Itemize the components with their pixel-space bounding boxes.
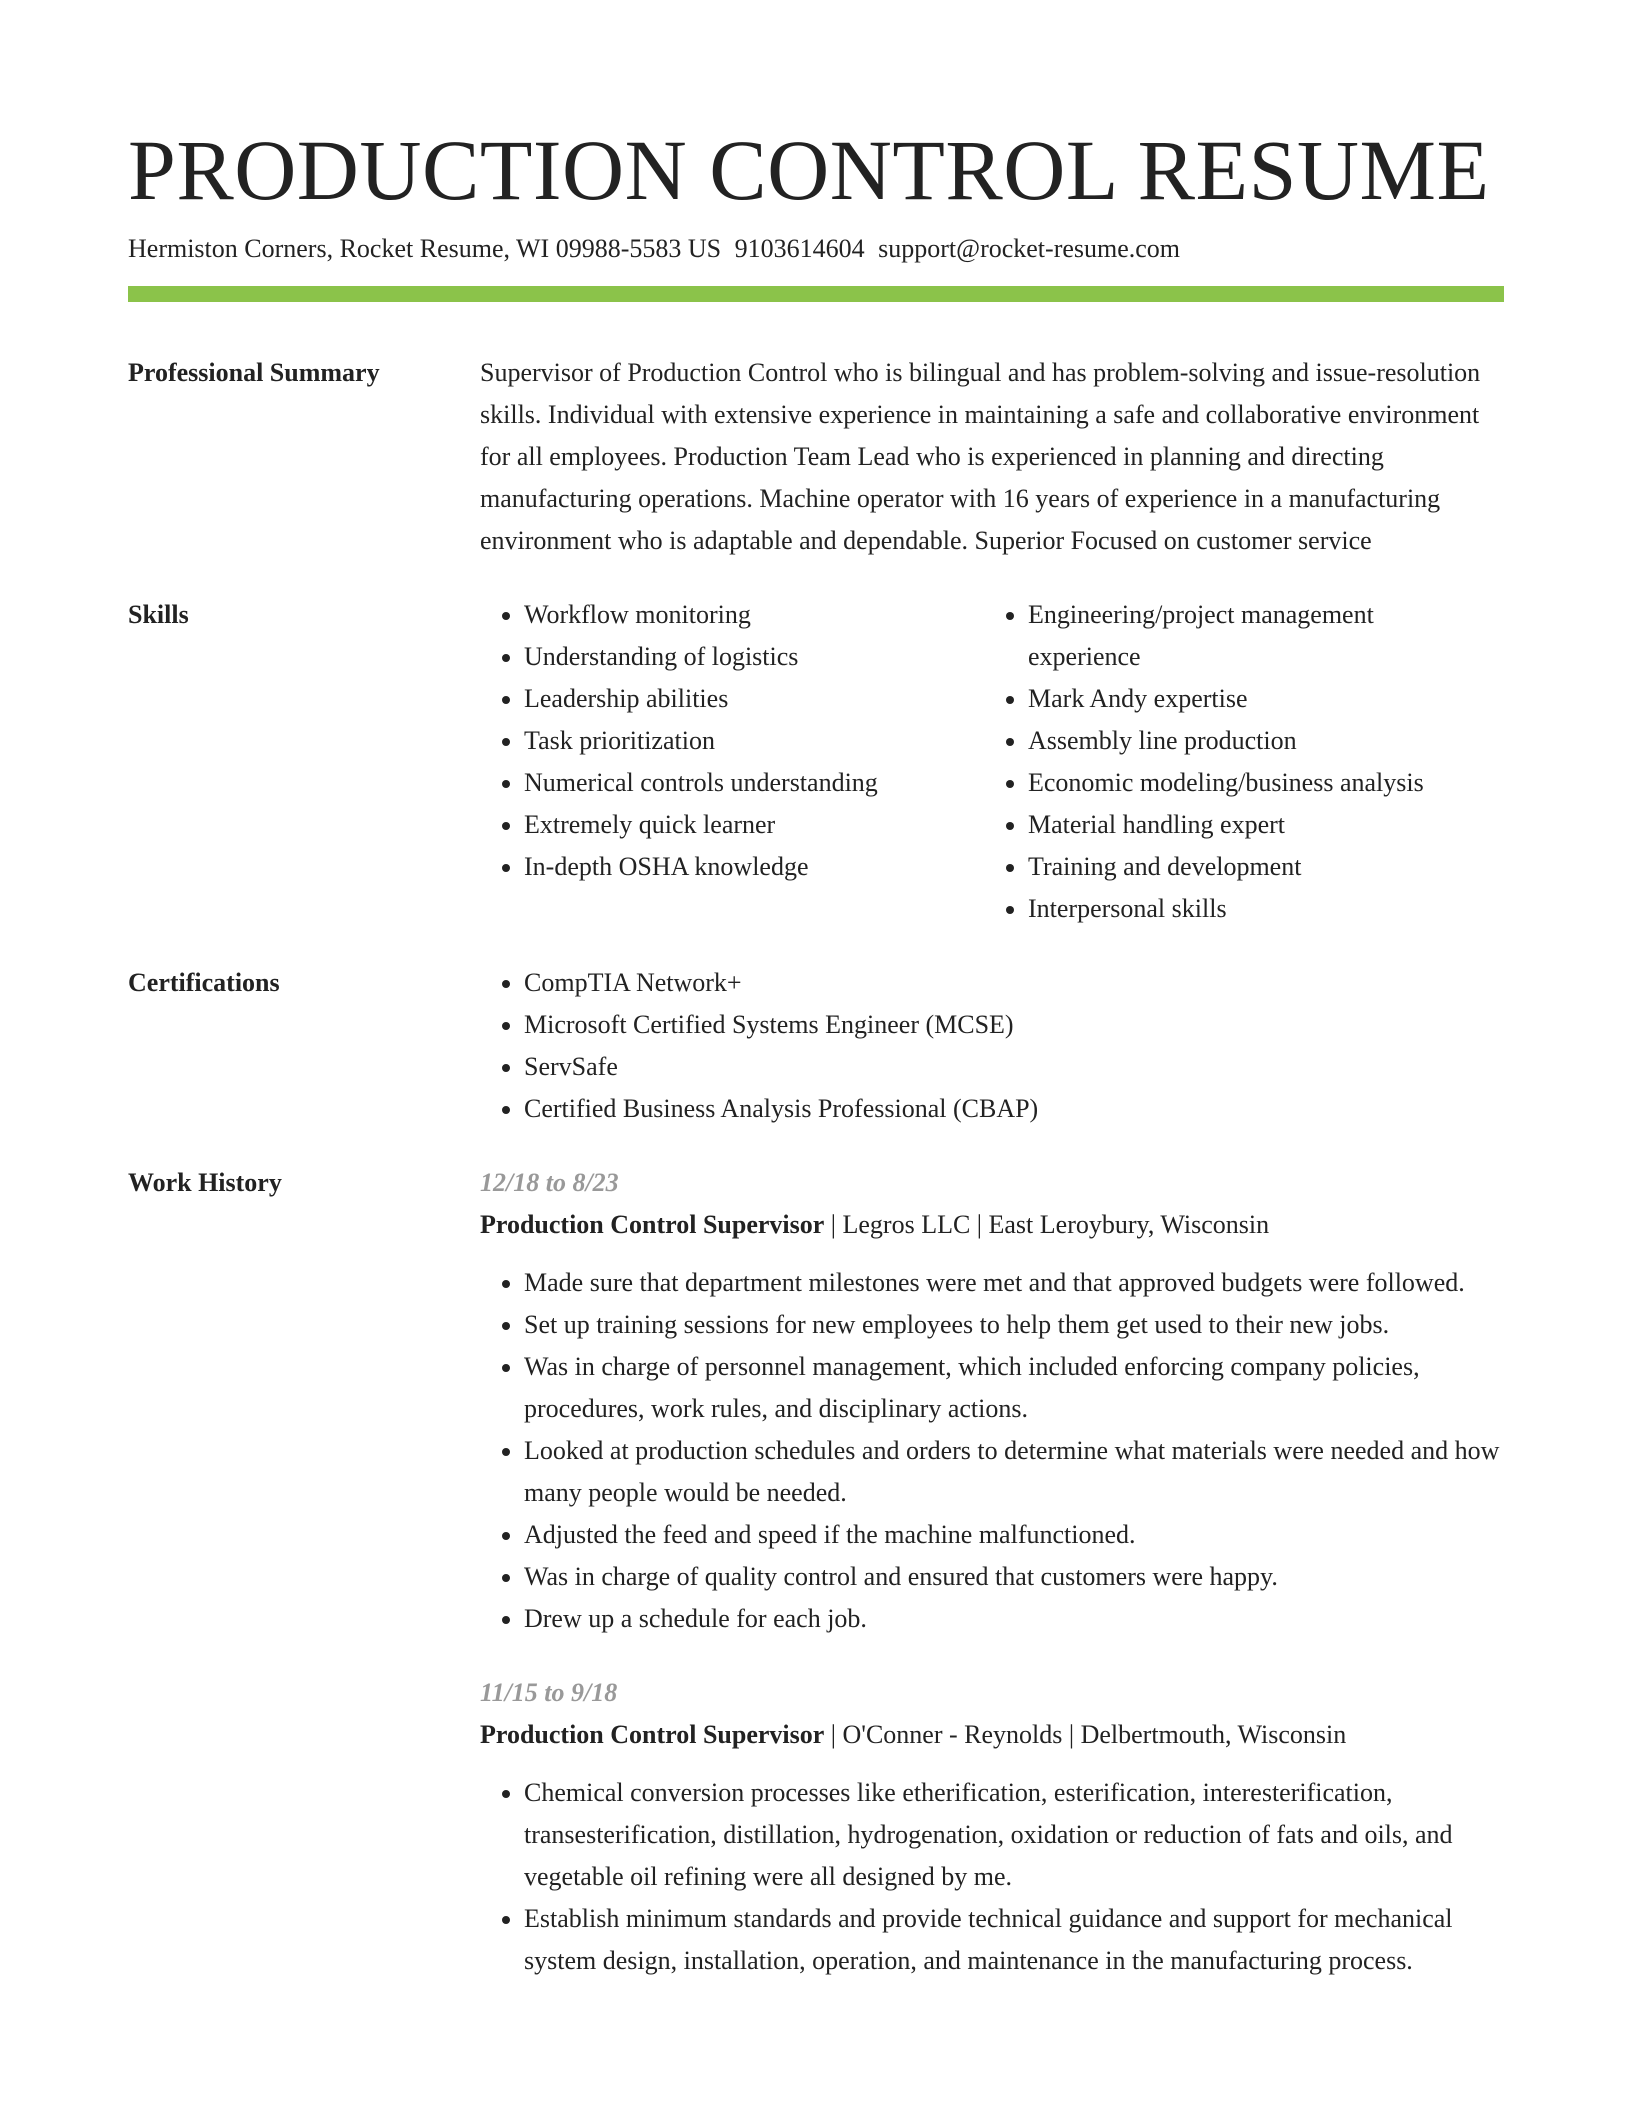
- certifications-list: [480, 962, 1504, 1130]
- job-title: Production Control Supervisor: [480, 1720, 825, 1749]
- work-history-body: [480, 1162, 1504, 1982]
- job-title-line: [480, 1204, 1504, 1246]
- skill-item: • Leadership abilities: [524, 678, 984, 720]
- job-duties-list: [480, 1772, 1504, 1982]
- job-duty: • Was in charge of quality control and ensured that customers were happy.: [524, 1556, 1504, 1598]
- skill-item: • Extremely quick learner: [524, 804, 984, 846]
- job-employer-location: | Legros LLC | East Leroybury, Wisconsin: [824, 1210, 1270, 1239]
- skill-item: • Task prioritization: [524, 720, 984, 762]
- skill-item: • Assembly line production: [1028, 720, 1488, 762]
- skill-item: • Workflow monitoring: [524, 594, 984, 636]
- job-entry: [480, 1672, 1504, 1982]
- skill-item: • Engineering/project management experience: [1028, 594, 1488, 678]
- skills-list-left: [480, 594, 984, 930]
- job-duty: • Looked at production schedules and orders to determine what materials were needed and how many people would be needed.: [524, 1430, 1504, 1514]
- contact-phone: 9103614604: [734, 234, 865, 263]
- certification-item: • Microsoft Certified Systems Engineer (MCSE): [524, 1004, 1504, 1046]
- skill-item: • In-depth OSHA knowledge: [524, 846, 984, 888]
- skill-item: • Training and development: [1028, 846, 1488, 888]
- resume-page: [128, 120, 1504, 1982]
- skill-item: • Economic modeling/business analysis: [1028, 762, 1488, 804]
- job-duty: • Made sure that department milestones were met and that approved budgets were followed.: [524, 1262, 1504, 1304]
- certifications-section: [128, 962, 1504, 1130]
- certification-item: • Certified Business Analysis Professional (CBAP): [524, 1088, 1504, 1130]
- skill-item: • Numerical controls understanding: [524, 762, 984, 804]
- skill-item: • Understanding of logistics: [524, 636, 984, 678]
- skills-body: [480, 594, 1504, 930]
- resume-title: PRODUCTION CONTROL RESUME: [128, 122, 1490, 218]
- job-title-line: [480, 1714, 1504, 1756]
- skill-item: • Interpersonal skills: [1028, 888, 1488, 930]
- job-duty: • Was in charge of personnel management, which included enforcing company policies, procedures, work rules, and disciplinary actions.: [524, 1346, 1504, 1430]
- contact-line: [128, 232, 1504, 266]
- contact-address: Hermiston Corners, Rocket Resume, WI 09988-5583 US: [128, 234, 722, 263]
- skills-heading: Skills: [128, 600, 189, 629]
- job-dates: 11/15 to 9/18: [480, 1678, 618, 1707]
- job-duty: • Adjusted the feed and speed if the machine malfunctioned.: [524, 1514, 1504, 1556]
- work-history-heading: Work History: [128, 1168, 282, 1197]
- job-duty: • Chemical conversion processes like etherification, esterification, interesterification, transesterification, distillation, hydrogenation, oxidation or reduction of fats and oils, and vegetable oil refining were all designed by me.: [524, 1772, 1504, 1898]
- certifications-body: [480, 962, 1504, 1130]
- skill-item: • Material handling expert: [1028, 804, 1488, 846]
- job-title: Production Control Supervisor: [480, 1210, 825, 1239]
- summary-section: [128, 352, 1504, 562]
- skills-list-right: [984, 594, 1488, 930]
- certification-item: • ServSafe: [524, 1046, 1504, 1088]
- job-duties-list: [480, 1262, 1504, 1640]
- skills-section: [128, 594, 1504, 930]
- work-history-section: [128, 1162, 1504, 1982]
- skill-item: • Mark Andy expertise: [1028, 678, 1488, 720]
- accent-divider: [128, 286, 1504, 302]
- skills-columns: [480, 594, 1504, 930]
- certifications-heading: Certifications: [128, 968, 280, 997]
- certification-item: • CompTIA Network+: [524, 962, 1504, 1004]
- job-entry: [480, 1162, 1504, 1640]
- contact-email[interactable]: support@rocket-resume.com: [878, 234, 1181, 263]
- summary-text: Supervisor of Production Control who is bilingual and has problem-solving and issue-resolution skills. Individual with extensive experience in maintaining a safe and collaborative environment for all employees. Production Team Lead who is experienced in planning and directing manufacturing operations. Machine operator with 16 years of experience in a manufacturing environment who is adaptable and dependable. Superior Focused on customer service: [480, 358, 1481, 555]
- job-duty: • Drew up a schedule for each job.: [524, 1598, 1504, 1640]
- summary-heading: Professional Summary: [128, 358, 380, 387]
- job-duty: • Establish minimum standards and provide technical guidance and support for mechanical system design, installation, operation, and maintenance in the manufacturing process.: [524, 1898, 1504, 1982]
- job-duty: • Set up training sessions for new employees to help them get used to their new jobs.: [524, 1304, 1504, 1346]
- job-employer-location: | O'Conner - Reynolds | Delbertmouth, Wisconsin: [824, 1720, 1347, 1749]
- job-dates: 12/18 to 8/23: [480, 1168, 619, 1197]
